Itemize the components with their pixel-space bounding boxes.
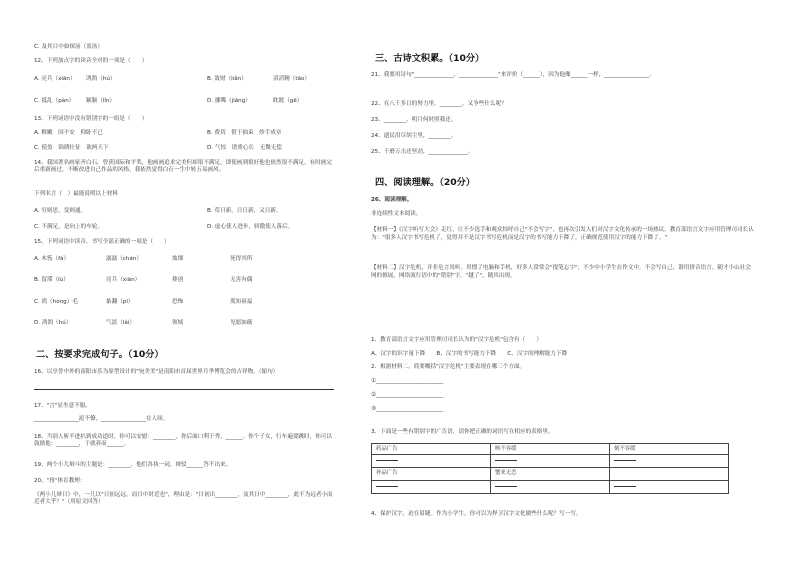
q15-option: 掂翻（pī） — [106, 299, 134, 305]
answer-line-3[interactable]: ③________________________ — [371, 406, 444, 412]
q23-stem: 23、________，明月何时照我还。 — [371, 117, 457, 123]
q14-option: C. 不满足，是向上的车轮。 — [34, 224, 103, 230]
q15-option: 恐怖 — [172, 299, 184, 305]
q13-stem: 13、下列词语中没有错别字的一组是（ ） — [34, 116, 148, 122]
q14-stem: 14、我国著名画家齐白石，曾获国际和平奖，他画画追求完美但却很不满足，即使画到很好他也依然很不满足，有时画完后重新画过，不断改进自己作品的风格，我依然觉得白石一生中转五易画风。 — [34, 160, 332, 173]
q24-stem: 24、遗民泪尽胡尘里，________。 — [371, 133, 457, 139]
answer-line-1[interactable]: ①________________________ — [371, 378, 444, 384]
table-row — [372, 468, 729, 481]
table-cell[interactable] — [491, 455, 610, 468]
section-3-title: 三、古诗文积累。（10分） — [375, 53, 485, 64]
reading-intro: 非连续性文本阅读。 — [371, 211, 422, 217]
section-4-title: 四、阅读理解。（20分） — [375, 177, 476, 188]
reading-q3-stem: 3、下面是一些有错别字的广告语，请你把正确的词语写在相应的表格里。 — [371, 429, 554, 435]
q15-stem: 15、下列词语中读音、书写全部正确的一项是（ ） — [34, 239, 170, 245]
q15-option: 排创 — [172, 277, 184, 283]
reading-q1-stem: 1、教育部语言文字应用管理司司长认为的"汉字危机"包含有（ ） — [371, 337, 542, 343]
q12-option: C. 抵乱（pàn） — [34, 98, 75, 104]
q12-option: D. 挪嘴（jiǎng） — [207, 98, 251, 104]
material-2: 【材料二】汉字危机，并非危言耸听。用惯了电脑和手机，好多人常常会"提笔忘字"；不少中小学生在作文中，不会写自己，谐用拼音语言。随才小山社会网的推展，网络流行语中的"错别"字，"越了"，随其出现。 — [371, 265, 751, 279]
q11-option-c: C. 及其日中如探汤（盈汤） — [34, 44, 103, 50]
table-cell: 咳不容缓 — [491, 444, 610, 455]
ad-correction-table — [371, 443, 729, 494]
q17-blank-line: ________________泥不僚，________________在人间。 — [34, 416, 169, 422]
q15-option: 见愿如薇 — [230, 320, 253, 326]
q14-option: A. 穷则思，变则通。 — [34, 208, 87, 214]
table-cell[interactable] — [372, 455, 491, 468]
q18-stem: 18、当别人斩不进扒到成功道时，你可以安慰：________，你后面口利于秀，______。你个子女，行车遍要跳时，你可以鼓励他：________，于就养而______。 — [34, 434, 332, 447]
q20-text: 《两小儿辩日》中，一儿以"日初远远，而日中时近也"，理由是："日初出________，及其日中________，此不为远者小而近者大乎？"（用原文回答） — [34, 492, 333, 505]
q15-option: 气淡（lái） — [106, 320, 135, 326]
q14-option: B. 苟日新，日日新，又日新。 — [207, 208, 282, 214]
table-cell[interactable] — [610, 455, 729, 468]
table-cell: 蟹来无恙 — [491, 468, 610, 481]
table-row — [372, 444, 729, 455]
q15-option: D. 鸿鹄（hú） — [34, 320, 72, 326]
table-cell[interactable] — [610, 468, 729, 481]
q12-option: B. 敛财（liǎn） — [207, 76, 247, 82]
q14-prompt: 下列名言（ ）最能说明以上材料 — [34, 191, 118, 197]
q22-stem: 22、在八千多日的努力里，________，又争些什么呢？ — [371, 101, 507, 107]
q13-option: B. 费切 借于抽束 炒手成章 — [207, 130, 282, 136]
q15-option: 烛烟 — [172, 256, 184, 262]
table-row — [372, 455, 729, 468]
q15-option: 无害有偶 — [230, 277, 253, 283]
q12-option: 鸿鹄（hú） — [86, 76, 116, 82]
reading-q2-stem: 2、根据材料二，简要概括"汉字危机"主要表现在哪三个方面。 — [371, 364, 526, 370]
q12-stem: 12、下列加点字的读音全对的一项是（ ） — [34, 58, 148, 64]
q20-stem: 20、"扭"体育教理： — [34, 478, 86, 484]
q19-stem: 19、两个小儿辩斗的主题是：________，他们各执一词，辩驳______答不出来。 — [34, 462, 232, 468]
q15-option: B. 留滞（lù） — [34, 277, 69, 283]
q26-stem: 26、阅读理解。 — [371, 197, 413, 203]
reading-q4-stem: 4、保护汉字，迫在眉睫。作为小学生，你可以为捍卫汉字文化做些什么呢？写一写。 — [371, 511, 582, 517]
q17-stem: 17、"言"显坐意不服。 — [34, 403, 92, 409]
table-cell[interactable] — [372, 481, 491, 494]
reading-q1-options: A、汉字的识字量下降 B、汉字的书写能力下降 C、汉字的理解能力下降 — [371, 351, 568, 357]
q15-option: 潺潺（chán） — [106, 256, 142, 262]
q14-option: D. 虚心使人进步，骄傲使人落后。 — [207, 224, 294, 230]
table-cell: 刻不容缓 — [610, 444, 729, 455]
q12-option: 滔滔精（tāo） — [273, 76, 311, 82]
q21-stem: 21、我要用诗句"______________，______________"来评价（______），因为他像______一样，________________。 — [371, 72, 655, 78]
table-cell: 补品广告 — [372, 468, 491, 481]
answer-line-2[interactable]: ②________________________ — [371, 392, 444, 398]
q16-stem: 16、以享誉中外的南阳市乐为原型设计的"宛美美"是南阳市首届世界月季博览会的吉祥物。（缩句） — [34, 369, 279, 375]
q12-option: A. 亮兵（xiān） — [34, 76, 76, 82]
answer-line[interactable] — [34, 383, 334, 390]
q25-stem: 25、千磨万击还坚劲，______________。 — [371, 149, 474, 155]
q15-option: 亮兵（xiān） — [106, 277, 141, 283]
table-cell[interactable] — [491, 481, 610, 494]
q15-option: A. 木筏（fá） — [34, 256, 70, 262]
q13-option: A. 稚嫩 因不安 仰卧不已 — [34, 130, 103, 136]
q15-option: 领域 — [172, 320, 184, 326]
table-cell[interactable] — [610, 481, 729, 494]
q13-option: C. 使盈 锦绣壮征 欲两天下 — [34, 145, 109, 151]
q15-option: 蔑知祖福 — [230, 299, 253, 305]
q12-option: 眈眈（gē） — [273, 98, 303, 104]
section-2-title: 二、按要求完成句子。（10分） — [36, 349, 164, 360]
material-1: 【材料一】《汉字听写大会》走红，让不少选手和观众惊呼自己"不会写字"，也再次引发人们对汉字文化传承的一场热议。教育部语言文字应用管理司司长认为："很多人汉字书写危机了，觉得并不是汉字书写危机而是汉字的书写能力下降了，正确规范使用汉字的能力下降了。" — [371, 227, 754, 241]
q13-option: D. 气惊 谱重心长 无微无偿 — [207, 145, 282, 151]
q15-option: C. 鸿（hóng）毛 — [34, 299, 78, 305]
q15-option: 死得其所 — [230, 256, 253, 262]
q12-option: 颖颖（lǐn） — [86, 98, 116, 104]
table-row — [372, 481, 729, 494]
table-cell: 药品广告 — [372, 444, 491, 455]
